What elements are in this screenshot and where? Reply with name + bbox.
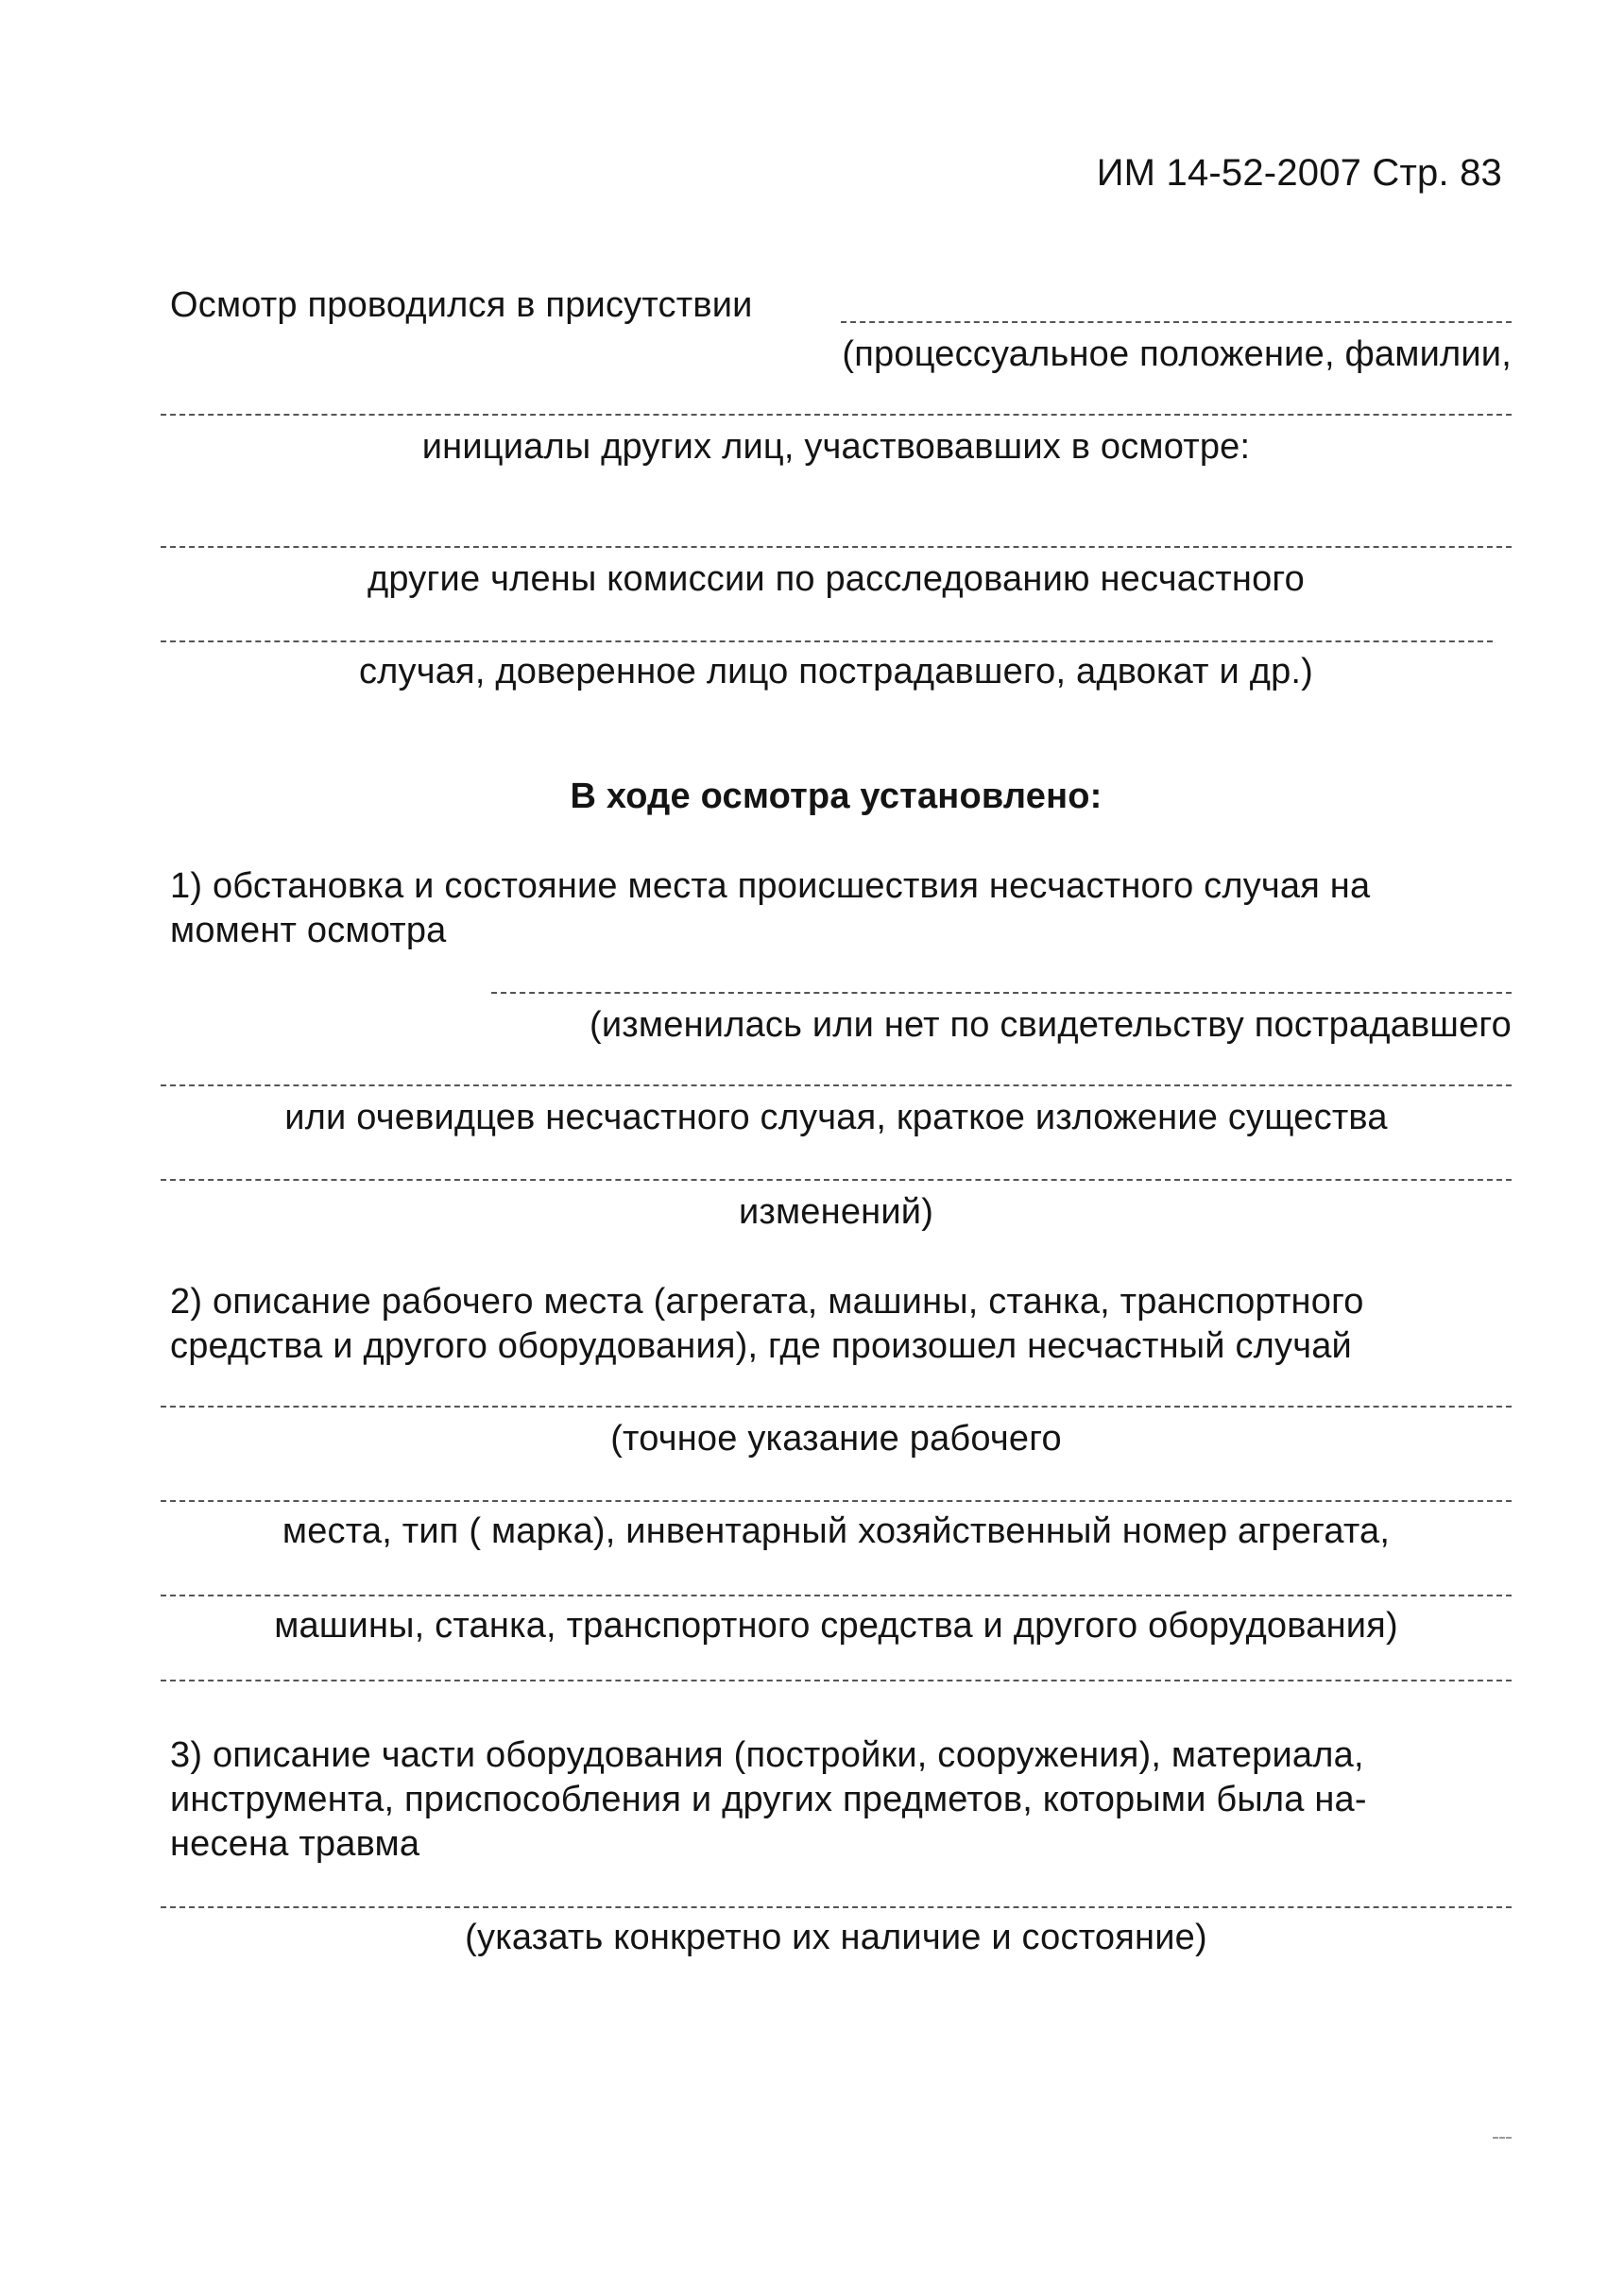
presence-hint-1: (процессуальное положение, фамилии, xyxy=(842,334,1512,374)
fill-line[interactable] xyxy=(161,640,1493,642)
findings-title: В ходе осмотра установлено: xyxy=(570,777,1103,816)
presence-hint-2: инициалы других лиц, участвовавших в осмотре: xyxy=(421,427,1251,467)
item2-hint-3: машины, станка, транспортного средства и другого оборудования) xyxy=(274,1606,1398,1646)
fill-line[interactable] xyxy=(161,1084,1512,1086)
item3-hint-1: (указать конкретно их наличие и состояние) xyxy=(465,1918,1207,1957)
item1-line2: момент осмотра xyxy=(170,911,447,950)
item1-hint-3: изменений) xyxy=(738,1192,934,1232)
item2-hint-1: (точное указание рабочего xyxy=(610,1419,1062,1459)
document-reference: ИМ 14-52-2007 Стр. 83 xyxy=(1096,152,1502,194)
item3-line2: инструмента, приспособления и других предметов, которыми была на- xyxy=(170,1780,1367,1819)
fill-line[interactable] xyxy=(491,992,1512,994)
fill-line[interactable] xyxy=(161,414,1512,416)
fill-line[interactable] xyxy=(161,1500,1512,1502)
presence-hint-3: другие члены комиссии по расследованию несчастного xyxy=(368,559,1305,599)
presence-label: Осмотр проводился в присутствии xyxy=(170,285,753,325)
item2-hint-2: места, тип ( марка), инвентарный хозяйственный номер агрегата, xyxy=(282,1511,1391,1551)
item1-hint-1: (изменилась или нет по свидетельству пострадавшего xyxy=(590,1005,1512,1045)
item3-line3: несена травма xyxy=(170,1824,420,1864)
fill-line[interactable] xyxy=(161,1406,1512,1408)
presence-fill-line[interactable] xyxy=(841,321,1512,323)
item1-hint-2: или очевидцев несчастного случая, краткое изложение существа xyxy=(284,1098,1388,1137)
item3-line1: 3) описание части оборудования (постройки, сооружения), материала, xyxy=(170,1735,1364,1775)
fill-line[interactable] xyxy=(161,1906,1512,1908)
fill-line[interactable] xyxy=(161,1595,1512,1596)
fill-line[interactable] xyxy=(161,1179,1512,1181)
fill-line[interactable] xyxy=(161,546,1512,548)
presence-hint-4: случая, доверенное лицо пострадавшего, адвокат и др.) xyxy=(358,652,1314,691)
item2-line1: 2) описание рабочего места (агрегата, машины, станка, транспортного xyxy=(170,1282,1364,1322)
item1-line1: 1) обстановка и состояние места происшествия несчастного случая на xyxy=(170,866,1371,906)
scan-mark xyxy=(1493,2137,1512,2139)
fill-line[interactable] xyxy=(161,1680,1512,1681)
item2-line2: средства и другого оборудования), где произошел несчастный случай xyxy=(170,1326,1352,1366)
